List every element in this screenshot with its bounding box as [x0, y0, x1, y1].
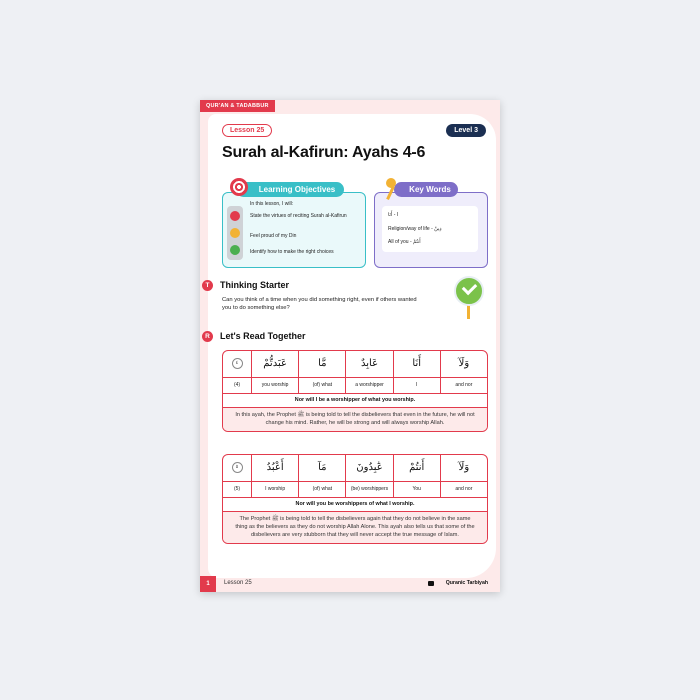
ayah-explanation: The Prophet ﷺ is being told to tell the disbelievers again that they do not believe in the same thing as the believers as they do not worship Allah Alone. This ayah also tells us that some of the disbelievers are very stubborn that they will never accept the true message of Islam.: [223, 512, 487, 543]
ayah-explanation: In this ayah, the Prophet ﷺ is being told to tell the disbelievers that even in the future, he will not change his mind. Rather, he will be strong and will always worship Allah.: [223, 408, 487, 431]
ayah-number-marker: [223, 455, 252, 482]
arabic-word: عَٰبِدُونَ: [346, 455, 393, 482]
arabic-word: أَنتُمْ: [394, 455, 441, 482]
amber-light-icon: [230, 228, 240, 238]
target-icon: [230, 178, 248, 196]
page-footer: [200, 576, 500, 592]
level-badge: Level 3: [446, 124, 486, 137]
arabic-word: عَابِدٌ: [346, 351, 393, 378]
arabic-word: عَبَدتُّمْ: [252, 351, 299, 378]
footer-lesson: Lesson 25: [224, 580, 252, 586]
key-icon: [386, 178, 396, 188]
traffic-light-icon: [227, 206, 243, 260]
ayah-table-5: [222, 454, 488, 544]
ayah-translation: Nor will you be worshippers of what I worship.: [223, 498, 487, 512]
objective-item: Identify how to make the right choices: [250, 249, 334, 255]
red-light-icon: [230, 211, 240, 221]
english-word: I worship: [252, 482, 299, 498]
ayah-table-4: [222, 350, 488, 432]
key-word-item: All of you - أَنتُمْ: [388, 239, 421, 245]
objective-item: State the virtues of reciting Surah al-Kafirun: [250, 213, 347, 219]
page-number: 1: [200, 576, 216, 592]
brand-name: Quranic Tarbiyah: [445, 580, 488, 586]
english-word: and nor: [441, 482, 487, 498]
sign-stick: [467, 305, 470, 319]
key-words-heading: Key Words: [394, 182, 458, 197]
arabic-word: أَنَا: [394, 351, 441, 378]
thinking-starter-title: Thinking Starter: [220, 280, 290, 290]
arabic-word: مَّا: [299, 351, 346, 378]
english-word: You: [394, 482, 441, 498]
arabic-word: أَعْبُدُ: [252, 455, 299, 482]
english-word: you worship: [252, 378, 299, 394]
lesson-badge: Lesson 25: [222, 124, 272, 137]
book-icon: [428, 581, 434, 586]
english-word: and nor: [441, 378, 487, 394]
green-light-icon: [230, 245, 240, 255]
read-together-title: Let's Read Together: [220, 331, 306, 341]
subject-tag: QUR'AN & TADABBUR: [200, 100, 275, 112]
thinking-starter-text: Can you think of a time when you did something right, even if others wanted you to do something else?: [222, 297, 417, 311]
objectives-intro: In this lesson, I will:: [250, 201, 294, 207]
ayah-number-marker: [223, 351, 252, 378]
worksheet-page: [200, 100, 500, 592]
thinking-starter-icon: T: [202, 280, 213, 291]
ayah-number-circle: ٤: [232, 358, 243, 369]
ayah-number: (5): [223, 482, 252, 498]
key-word-item: Religion/way of life - دِينٌ: [388, 226, 442, 232]
learning-objectives-heading: Learning Objectives: [236, 182, 344, 197]
english-word: (be) worshippers: [346, 482, 393, 498]
arabic-word: مَآ: [299, 455, 346, 482]
read-together-icon: R: [202, 331, 213, 342]
english-word: a worshipper: [346, 378, 393, 394]
english-word: (of) what: [299, 378, 346, 394]
key-word-item: أَنَا - I: [388, 212, 399, 218]
ayah-number: (4): [223, 378, 252, 394]
arabic-word: وَلَآ: [441, 455, 487, 482]
page-title: Surah al-Kafirun: Ayahs 4-6: [222, 144, 426, 161]
arabic-word: وَلَآ: [441, 351, 487, 378]
english-word: (of) what: [299, 482, 346, 498]
objective-item: Feel proud of my Din: [250, 233, 297, 239]
english-word: I: [394, 378, 441, 394]
ayah-translation: Nor will I be a worshipper of what you worship.: [223, 394, 487, 408]
learning-objectives-box: [222, 192, 366, 268]
ayah-number-circle: ٥: [232, 462, 243, 473]
